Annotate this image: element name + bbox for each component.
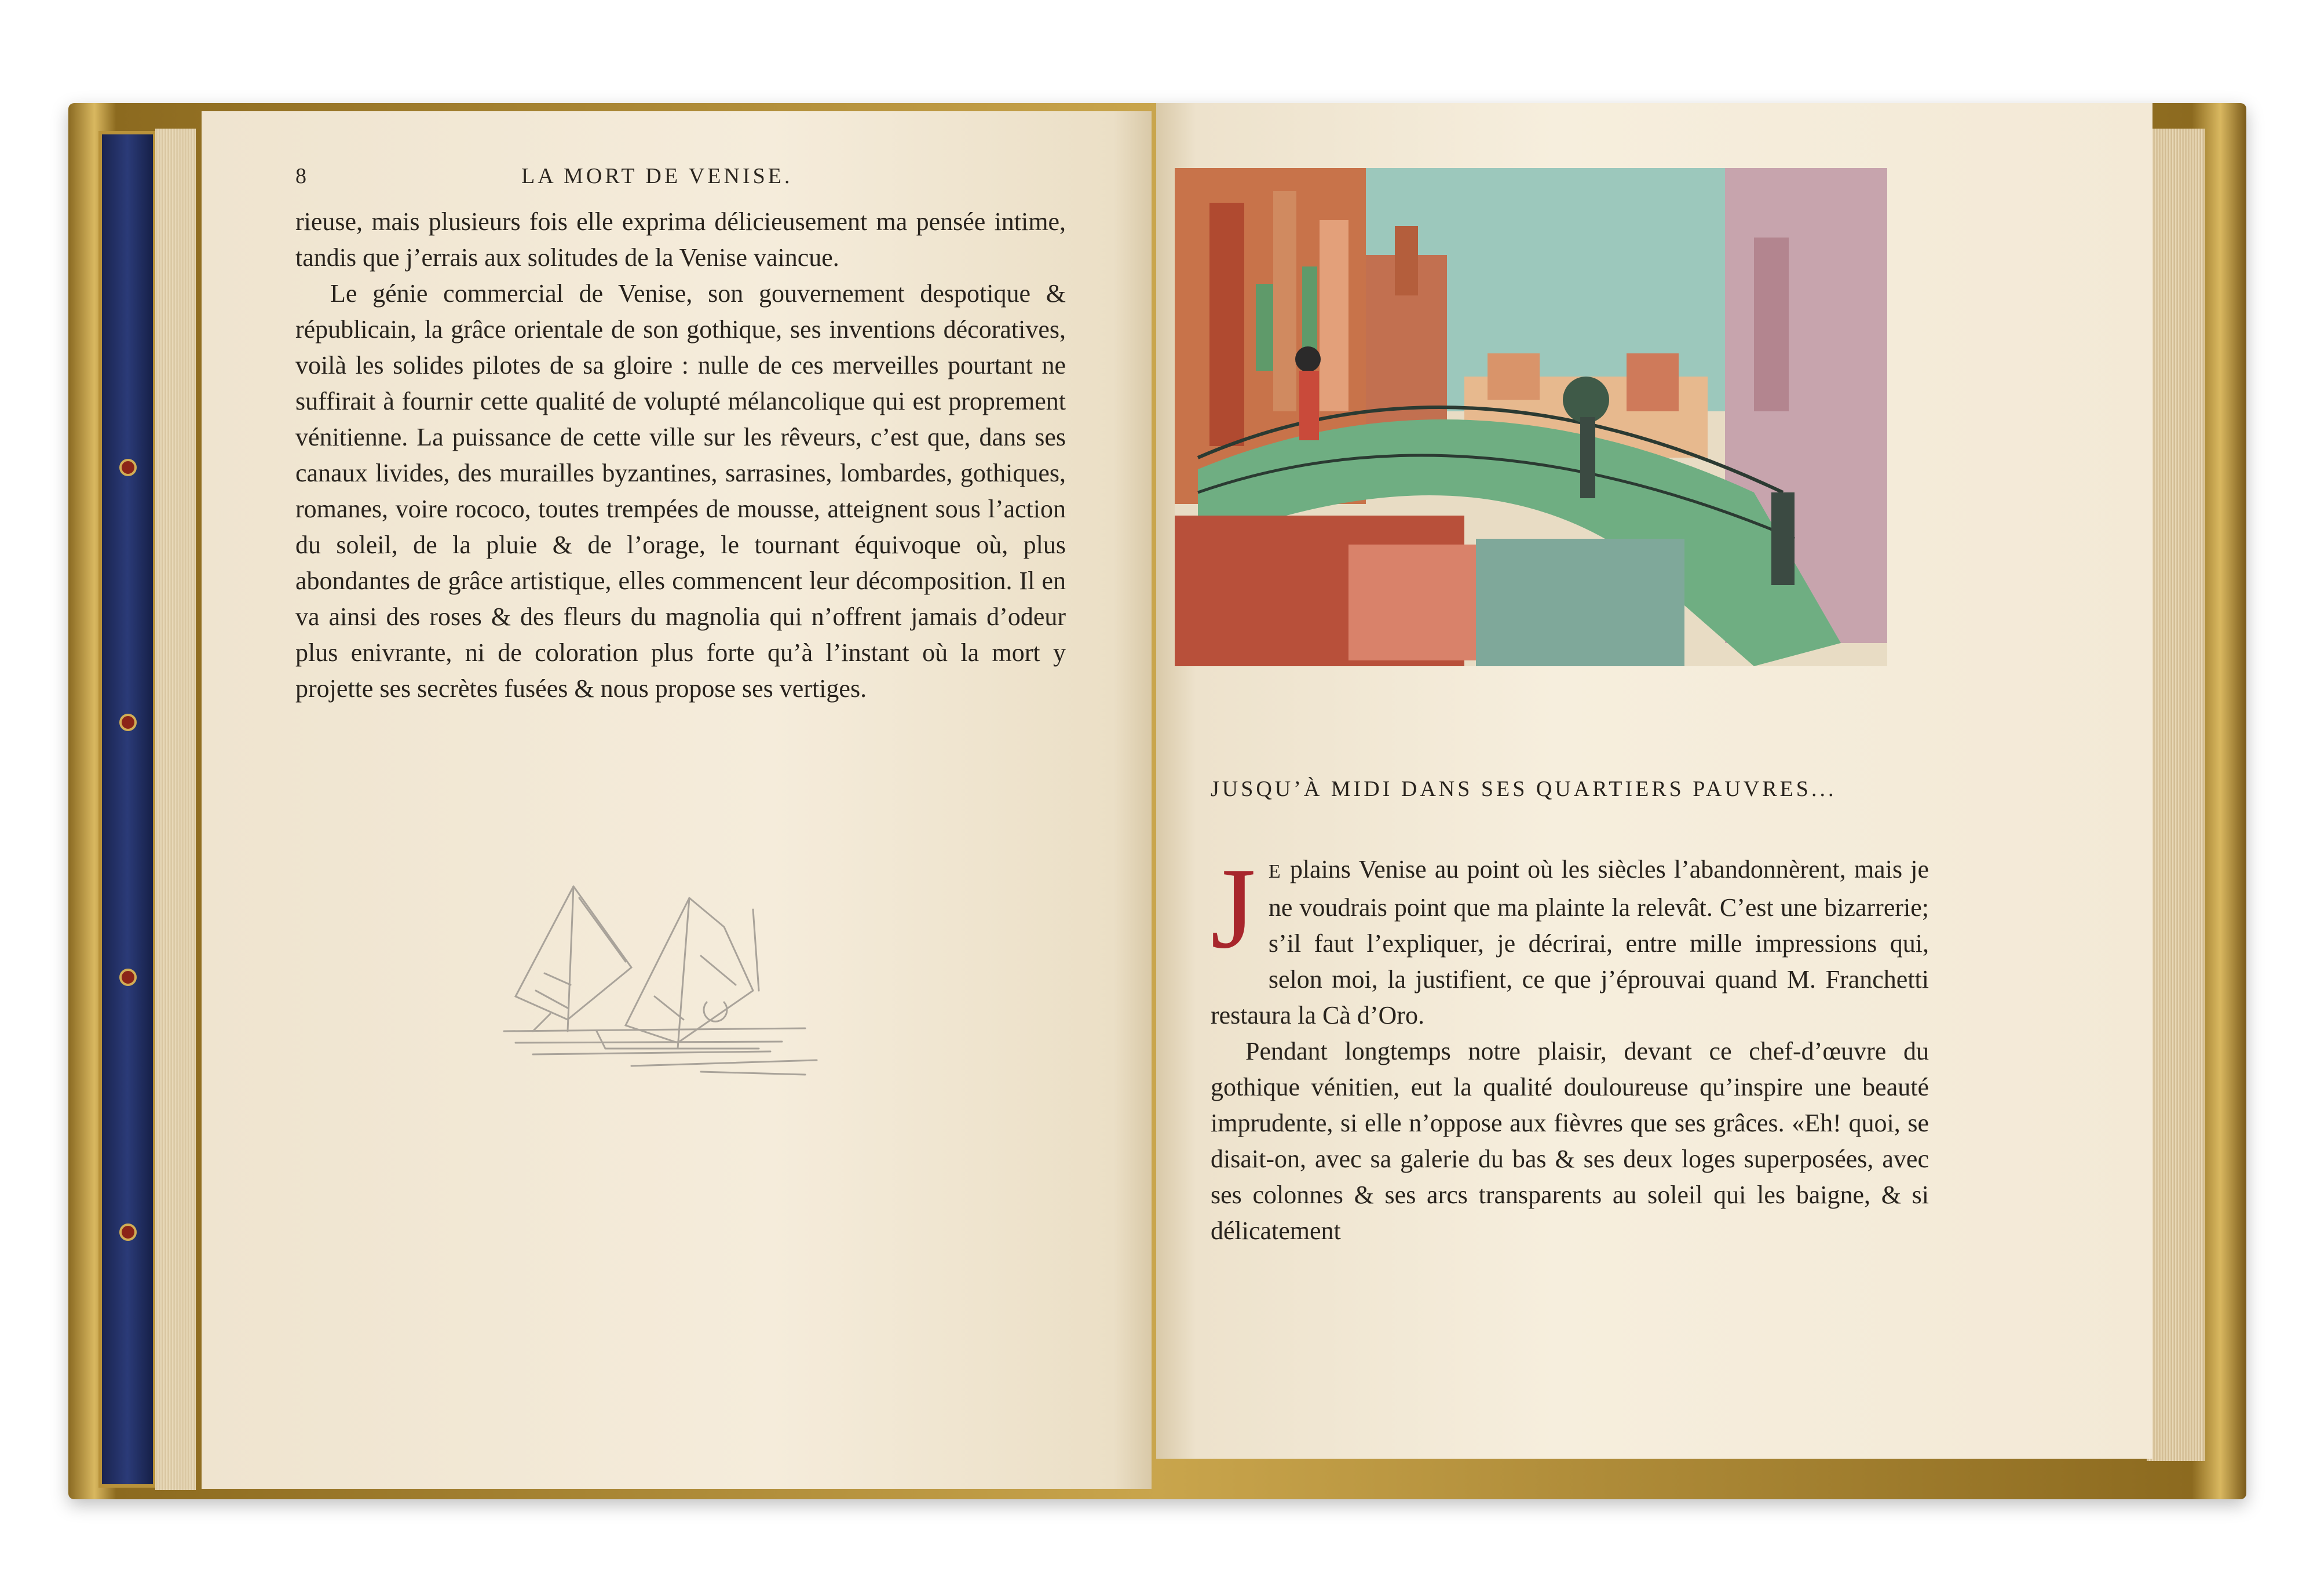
paragraph: rieuse, mais plusieurs fois elle exprima délicieusement ma pensée intime, tandis que j’errais aux solitudes de la Venise vaincue. xyxy=(295,207,1066,272)
drop-cap-letter: J xyxy=(1211,845,1256,973)
paragraph: Pendant longtemps notre plaisir, devant ce chef-d’œuvre du gothique vénitien, eut la qualité douloureuse qu’inspire une beauté imprudente, si elle n’oppose aux fièvres que ses grâces. «Eh! quoi, se disait-on, avec sa galerie du bas & ses deux loges superposées, avec ses colonnes & ses arcs transparents au soleil qui les baigne, & si délicatement xyxy=(1211,1037,1929,1245)
venice-canal-bridge-illustration xyxy=(1175,168,1887,666)
right-page-text xyxy=(1211,845,1929,1249)
paragraph-1-text: plains Venise au point où les siècles l’abandonnèrent, mais je ne voudrais point que ma plainte la relevât. C’est une bizarrerie; s’il faut l’expliquer, je décrirai, entre mille impressions qui, selon moi, la justifient, ce que j’éprouvai quand M. Franchetti restaura la Cà d’Oro. xyxy=(1211,855,1929,1029)
running-title: LA MORT DE VENISE. xyxy=(521,164,793,188)
first-word-smallcaps: E xyxy=(1268,861,1282,882)
left-page-edges xyxy=(155,129,196,1490)
page-number: 8 xyxy=(295,164,309,188)
left-page-text xyxy=(295,204,1066,707)
right-page-edges xyxy=(2147,129,2205,1461)
illustration-caption: JUSQU’À MIDI DANS SES QUARTIERS PAUVRES... xyxy=(1211,777,1837,801)
left-cover-edge xyxy=(98,131,156,1488)
paragraph: Le génie commercial de Venise, son gouvernement despotique & républicain, la grâce orientale de son gothique, ses inventions décoratives, voilà les solides pilotes de sa gloire : nulle de ces merveilles pourtant ne suffirait à fournir cette qualité de volupté mélancolique qui est proprement vénitienne. La puissance de cette ville sur les rêveurs, c’est que, dans ses canaux livides, des murailles byzantines, sarrasines, lombardes, gothiques, romanes, voire rococo, toutes trempées de mousse, atteignent sous l’action du soleil, de la pluie & de l’orage, le tournant équivoque où, plus abondantes de grâce artistique, elles commencent leur décomposition. Il en va ainsi des roses & des fleurs du magnolia qui n’offrent jamais d’odeur plus enivrante, ni de coloration plus forte qu’à l’instant où la mort y projette ses secrètes fusées & nous propose ses vertiges. xyxy=(295,279,1066,703)
paragraph xyxy=(1211,845,1929,1033)
sailboats-sketch xyxy=(481,875,840,1095)
ornament-dot xyxy=(119,459,137,476)
ornament-dot xyxy=(119,969,137,986)
ornament-dot xyxy=(119,714,137,731)
ornament-dot xyxy=(119,1224,137,1241)
